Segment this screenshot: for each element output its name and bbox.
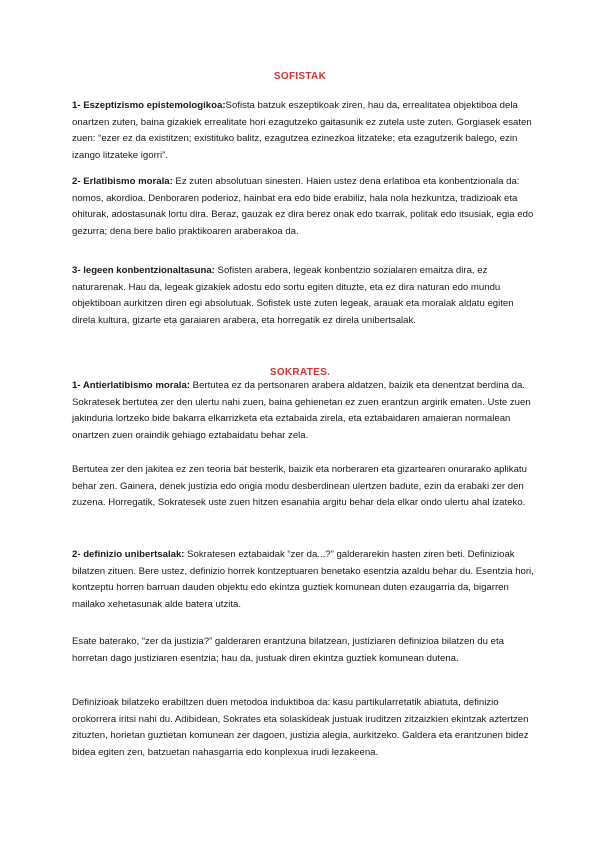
sokrates-heading: SOKRATES. [269, 367, 331, 378]
sokrates-paragraph-4: Esate baterako, “zer da justizia?” galderaren erantzuna bilatzean, justiziaren definizioa bilatzen du eta horretan dago justiziaren esentzia; hau da, justuak diren ekintza guztiek komunean dutena. [72, 636, 504, 664]
section-title: 1- Eszeptizismo epistemologikoa: [72, 100, 226, 111]
section-title: 3- legeen konbentzionaltasuna: [72, 265, 215, 276]
section-text: Ez zuten absolutuan sinesten. Haien ustez dena erlatiboa eta konbentzionala da: nomos, akordioa. Denboraren poderioz, hainbat era edo bide erabiliz, hala nola hezkuntza, tradizioak eta ohiturak, adostasunak lortu dira. Beraz, gauzak ez dira berez onak edo txarrak, politak edo itsusiak, egia edo gezurra; dena bere balio praktikoaren araberakoa da. [72, 176, 534, 237]
section-text: Sofisten arabera, legeak konbentzio sozialaren emaitza dira, ez naturarenak. Hau da, legeak gizakiek adostu edo sortu egiten dituzte, eta ez dira naturan edo mundu objektiboan aurkitzen diren egi absolutuak. Sofistek uste zuten legeak, arauak eta moralak aldatu egiten direla kultura, gizarte eta garaiaren arabera, eta horregatik ez direla unibertsalak. [72, 265, 514, 326]
sokrates-paragraph-5: Definizioak bilatzeko erabiltzen duen metodoa induktiboa da: kasu partikularretatik abiatuta, definizio orokorrera iritsi nahi du. Adibidean, Sokrates eta solaskideak justuak iruditzen zitzaizkien ekintzak aztertzen zituzten, horietan guztietan komunean zer dagoen, justizia alegia, aurkitzeko. Galdera eta erantzunen bidez bidea egiten zen, batzuetan nahasgarria edo konplexua irudi lezakeena. [72, 697, 529, 758]
section-text: Sokratesen eztabaidak “zer da...?” galderarekin hasten ziren beti. Definizioak bilatzen zituen. Bere ustez, definizio horrek kontzeptuaren benetako esentzia azaldu behar du. Esentzia hori, kontzeptu horren barruan dauden objektu edo ekintza guztiek komunean duten ezaugarria da, bigarren mailako xehetasunak alde batera utzita. [72, 549, 534, 610]
section-text: Bertutea ez da pertsonaren arabera aldatzen, baizik eta denentzat berdina da. Sokratesek bertutea zer den ulertu nahi zuen, baina gehienetan ez zuen erantzun argirik ematen. Uste zuen jakinduria lortzeko bide bakarra elkarrizketa eta eztabaida zirela, eta eztabaidaren amaieran normalean onartzen zuen oraindik gehiago eztabaidatu behar zela. [72, 380, 531, 441]
sofistak-section-3 [72, 263, 534, 329]
section-title: 2- definizio unibertsalak: [72, 549, 185, 560]
sokrates-section-2 [72, 547, 534, 613]
section-title: 1- Antierlatibismo morala: [72, 380, 190, 391]
sokrates-paragraph-2: Bertutea zer den jakitea ez zen teoria bat besterik, baizik eta norberaren eta gizartearen onurarako aplikatu behar zen. Gainera, denek justizia edo ongia modu desberdinean ulertzen badute, ezin da erabaki zer den zuzena. Horregatik, Sokratesek uste zuen hitzen esanahia argitu behar dela elkar ondo ulertu ahal izateko. [72, 464, 527, 509]
section-title: 2- Erlatibismo morala: [72, 176, 173, 187]
sokrates-section-1 [72, 378, 534, 444]
sofistak-section-2 [72, 174, 534, 240]
section-text: Sofista batzuk eszeptikoak ziren, hau da, errealitatea objektiboa dela onartzen zuten, baina gizakiek errealitate hori ezagutzeko gaitasunik ez zutela uste zuten. Gorgiasek esaten zuen: “ezer ez da existitzen; existituko balitz, ezagutzea ezinezkoa litzateke; eta ezagutzerik balego, ezin izango litzateke igorri”. [72, 100, 532, 161]
sofistak-section-1 [72, 98, 534, 164]
sofistak-heading: SOFISTAK [273, 71, 327, 82]
